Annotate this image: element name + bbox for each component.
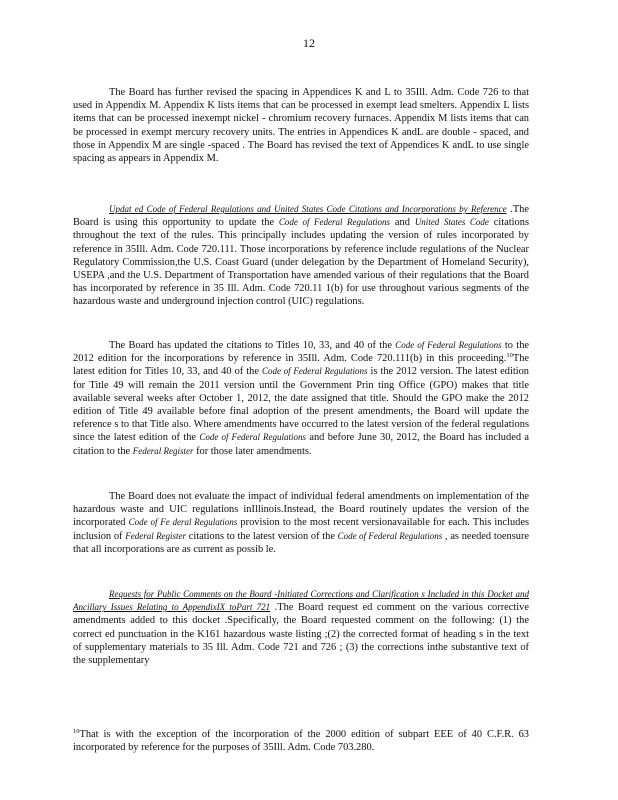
page-number: 12 [303, 36, 315, 50]
paragraph-updated-citations: Updat ed Code of Federal Regulations and United States Code Citations and Incorporations by Reference .The Board is using this opportunity to update the Code of Federal Regulations and United States Code citations throughout the text of the rules. This principally includes updating the version of rules incorporated by reference in 35Ill. Adm. Code 720.111. Those incorporations by reference include regulations of the Nuclear Regulatory Commission,the U.S. Coast Guard (under delegation by the Department of Homeland Security), USEPA ,and the U.S. Department of Transportation have amended various of their regulations that the Board has incorporated by reference in 35 Ill. Adm. Code 720.11 1(b) for use throughout various segments of the hazardous waste and underground injection control (UIC) regulations. [73, 204, 529, 308]
section-heading-updated-citations: Updat ed Code of Federal Regulations and United States Code Citations and Incorporations by Reference [109, 204, 507, 214]
footnote: $^{10}$That is with the exception of the incorporation of the 2000 edition of subpart EEE of 40 C.F.R. 63 incorporated by reference for the purposes of 35Ill. Adm. Code 703.280. [73, 728, 529, 754]
footnote-marker: 10 [73, 728, 80, 735]
footnote-ref: 10 [506, 352, 513, 360]
paragraph-2012-edition: The Board has updated the citations to Titles 10, 33, and 40 of the Code of Federal Regulations to the 2012 edition for the incorporations by reference in 35Ill. Adm. Code 720.111(b) in this proceeding.$^{10}$The latest edition for Titles 10, 33, and 40 of the Code of Federal Regulations is the 2012 version. The latest edition for Title 49 will remain the 2011 version until the Government Prin ting Office (GPO) makes that title available several weeks after October 1, 2012, the date assigned that title. Should the GPO make the 2012 edition of Title 49 available before final adoption of the present amendments, the Board will update the reference s to that Title also. Where amendments have occurred to the latest version of the federal regulations since the latest edition of the Code of Federal Regulations and before June 30, 2012, the Board has included a citation to the Federal Register for those later amendments. [73, 340, 529, 457]
paragraph-appendix-spacing: The Board has further revised the spacing in Appendices K and L to 35Ill. Adm. Code 726 to that used in Appendix M. Appendix K lists items that can be processed in exempt lead smelters. Appendix L lists items that can be processed inexempt nickel - chromium recovery furnaces. Appendix M lists items that can be processed in exempt mercury recovery units. The entries in Appendices K andL are double - spaced, and those in Appendix M are single -spaced . The Board has revised the text of Appendices K andL to use single spacing as appears in Appendix M. [73, 87, 529, 165]
paragraph-impact: The Board does not evaluate the impact of individual federal amendments on implementation of the hazardous waste and UIC regulations inIllinois.Instead, the Board routinely updates the version of the incorporated Code of Fe deral Regulations provision to the most recent versionavailable for each. This includes inclusion of Federal Register citations to the latest version of the Code of Federal Regulations , as needed toensure that all incorporations are as current as possib le. [73, 491, 530, 555]
paragraph-requests-for-comments: Requests for Public Comments on the Board -Initiated Corrections and Clarification s Included in this Docket and Ancillary Issues Relating to AppendixIX toPart 721 .The Board request ed comment on the various corrective amendments added to this docket .Specifically, the Board requested comment on the following: (1) the correct ed punctuation in the K161 hazardous waste listing ;(2) the corrected format of heading s in the text of supplementary materials to 35 Ill. Adm. Code 721 and 726 ; (3) the corrections inthe substantive text of the supplementary [73, 589, 529, 667]
section-heading-requests: Requests for Public Comments on the Board -Initiated Corrections and Clarification s Included in this Docket and Ancillary Issues Relating to AppendixIX toPart 721 [73, 589, 529, 613]
